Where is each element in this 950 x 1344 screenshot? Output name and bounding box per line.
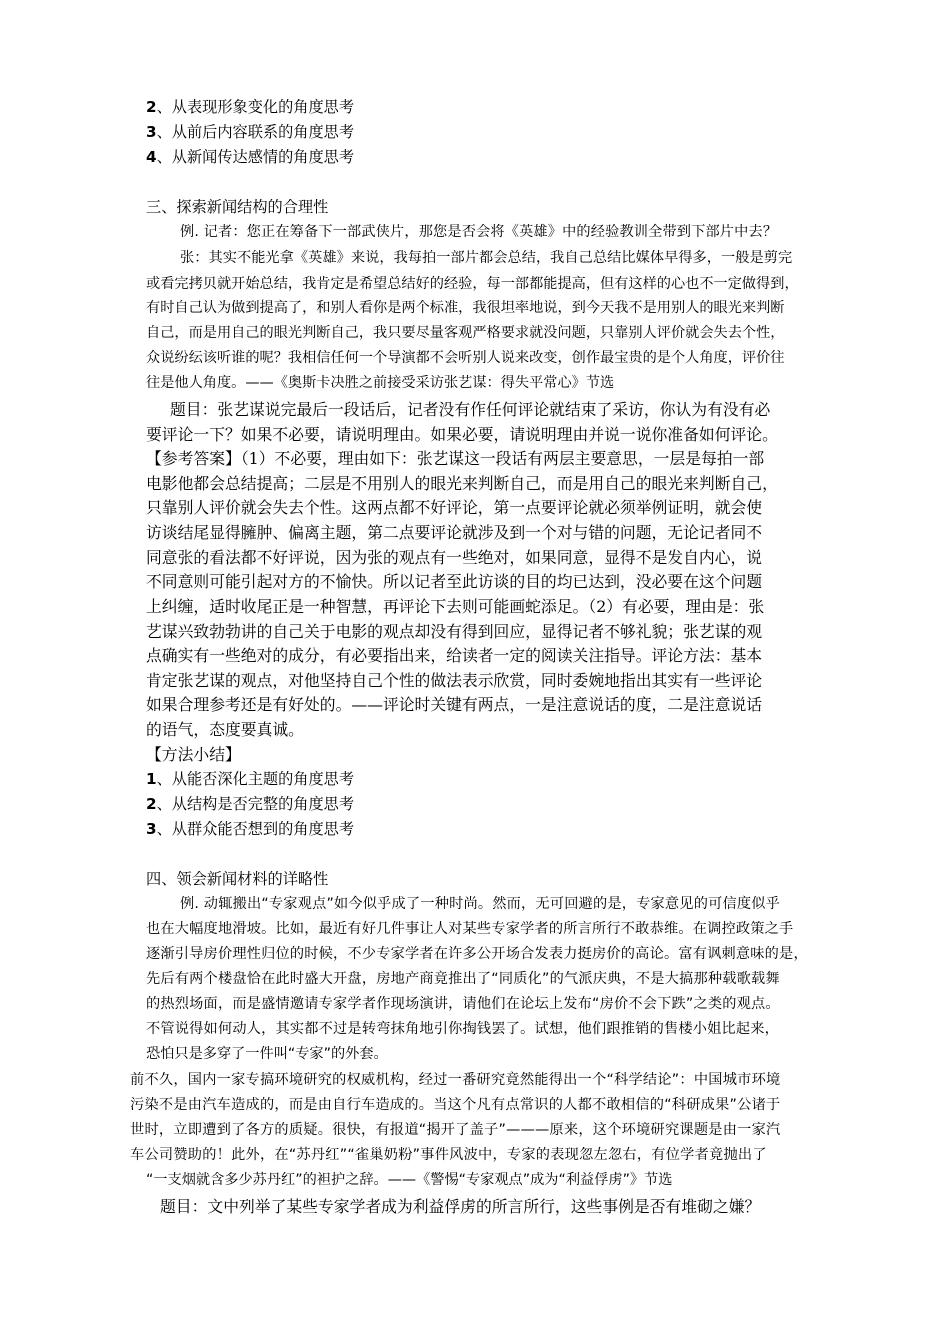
answer-line: 点确实有一些绝对的成分，有必要指出来，给读者一定的阅读关注指导。评论方法：基本 — [146, 646, 763, 665]
example-line: 自己，而是用自己的眼光判断自己，我只要尽量客观严格要求就没问题，只靠别人评价就会失去个性， — [146, 325, 785, 341]
example-line: 恐怕只是多穿了一件叫“专家”的外套。 — [146, 1046, 388, 1062]
example-line: 也在大幅度地滑坡。比如，最近有好几件事让人对某些专家学者的所言所行不敢恭维。在调控政策之手 — [146, 921, 794, 937]
example-line: 往是他人角度。——《奥斯卡决胜之前接受采访张艺谋：得失平常心》节选 — [146, 375, 615, 391]
answer-line: 上纠缠，适时收尾正是一种智慧，再评论下去则可能画蛇添足。（2）有必要，理由是：张 — [146, 597, 765, 616]
example-line: 或看完拷贝就开始总结，我肯定是希望总结好的经验，每一部都能提高，但有这样的心也不一定做得到， — [146, 276, 799, 292]
list-item: 2、从表现形象变化的角度思考 — [146, 98, 355, 116]
section-heading: 四、领会新闻材料的详略性 — [146, 870, 329, 888]
list-item: 1、从能否深化主题的角度思考 — [146, 770, 355, 788]
example-line: 例. 记者：您正在筹备下一部武侠片，那您是否会将《英雄》中的经验教训全带到下部片中去？ — [180, 224, 778, 240]
example-line: 世时，立即遭到了各方的质疑。很快，有报道“揭开了盖子”———原来，这个环境研究课题是由一家汽 — [130, 1122, 781, 1138]
answer-line: 如果合理参考还是有好处的。——评论时关键有两点，一是注意说话的度，二是注意说话 — [146, 695, 763, 714]
example-line: 前不久，国内一家专搞环境研究的权威机构，经过一番研究竟然能得出一个“科学结论”：中国城市环境 — [130, 1072, 781, 1088]
answer-line: 电影他都会总结提高；二层是不用别人的眼光来判断自己，而是用自己的眼光来判断自己， — [146, 474, 778, 493]
answer-line: 艺谋兴致勃勃讲的自己关于电影的观点却没有得到回应，显得记者不够礼貌；张艺谋的观 — [146, 622, 763, 641]
example-line: 的热烈场面，而是盛情邀请专家学者作现场演讲，请他们在论坛上发布“房价不会下跌”之类的观点。 — [146, 996, 780, 1012]
question-line: 题目：文中列举了某些专家学者成为利益俘虏的所言所行，这些事例是否有堆砌之嫌？ — [160, 1197, 761, 1216]
example-line: 污染不是由汽车造成的，而是由自行车造成的。当这个凡有点常识的人都不敢相信的“科研成果”公诸于 — [130, 1097, 781, 1113]
example-line: 例. 动辄搬出“专家观点”如今似乎成了一种时尚。然而，无可回避的是，专家意见的可信度似乎 — [180, 896, 781, 912]
example-line: 不管说得如何动人，其实都不过是转弯抹角地引你掏钱罢了。试想，他们跟推销的售楼小姐比起来， — [146, 1021, 780, 1037]
example-line: 先后有两个楼盘恰在此时盛大开盘，房地产商竟推出了“同质化”的气派庆典，不是大搞那种载歌载舞 — [146, 971, 780, 987]
answer-line: 【参考答案】（1）不必要，理由如下：张艺谋这一段话有两层主要意思，一层是每拍一部 — [146, 449, 765, 468]
list-item: 4、从新闻传达感情的角度思考 — [146, 148, 355, 166]
example-line: 有时自己认为做到提高了，和别人看你是两个标准，我很坦率地说，到今天我不是用别人的眼光来判断 — [146, 300, 785, 316]
example-line: 车公司赞助的！此外，在“苏丹红”“雀巢奶粉”事件风波中，专家的表现忽左忽右，有位学者竟抛出了 — [130, 1147, 767, 1163]
answer-line: 只靠别人评价就会失去个性。这两点都不好评论，第一点要评论就必须举例证明，就会使 — [146, 498, 763, 517]
answer-line: 肯定张艺谋的观点，对他坚持自己个性的做法表示欣赏，同时委婉地指出其实有一些评论 — [146, 671, 763, 690]
answer-line: 不同意则可能引起对方的不愉快。所以记者至此访谈的目的均已达到，没必要在这个问题 — [146, 572, 763, 591]
example-line: 众说纷纭该听谁的呢？我相信任何一个导演都不会听别人说来改变，创作最宝贵的是个人角度，评价往 — [146, 350, 785, 366]
list-item: 3、从群众能否想到的角度思考 — [146, 820, 355, 838]
list-item: 2、从结构是否完整的角度思考 — [146, 795, 355, 813]
example-line: 逐渐引导房价理性归位的时候，不少专家学者在许多公开场合发表力挺房价的高论。富有讽刺意味的是， — [146, 946, 808, 962]
question-line: 题目：张艺谋说完最后一段话后，记者没有作任何评论就结束了采访，你认为有没有必 — [170, 400, 771, 419]
answer-line: 同意张的看法都不好评说，因为张的观点有一些绝对，如果同意，显得不是发自内心，说 — [146, 548, 763, 567]
answer-line: 的语气，态度要真诚。 — [146, 720, 304, 739]
example-line: 张：其实不能光拿《英雄》来说，我每拍一部片都会总结，我自己总结比媒体早得多，一般是剪完 — [180, 250, 793, 266]
list-item: 3、从前后内容联系的角度思考 — [146, 123, 355, 141]
summary-label: 【方法小结】 — [146, 745, 241, 764]
answer-line: 访谈结尾显得臃肿、偏离主题，第二点要评论就涉及到一个对与错的问题，无论记者同不 — [146, 523, 763, 542]
example-line: “一支烟就含多少苏丹红”的袒护之辞。——《警惕“专家观点”成为“利益俘虏”》节选 — [146, 1172, 673, 1188]
question-line: 要评论一下？如果不必要，请说明理由。如果必要，请说明理由并说一说你准备如何评论。 — [146, 425, 778, 444]
section-heading: 三、探索新闻结构的合理性 — [146, 198, 329, 216]
